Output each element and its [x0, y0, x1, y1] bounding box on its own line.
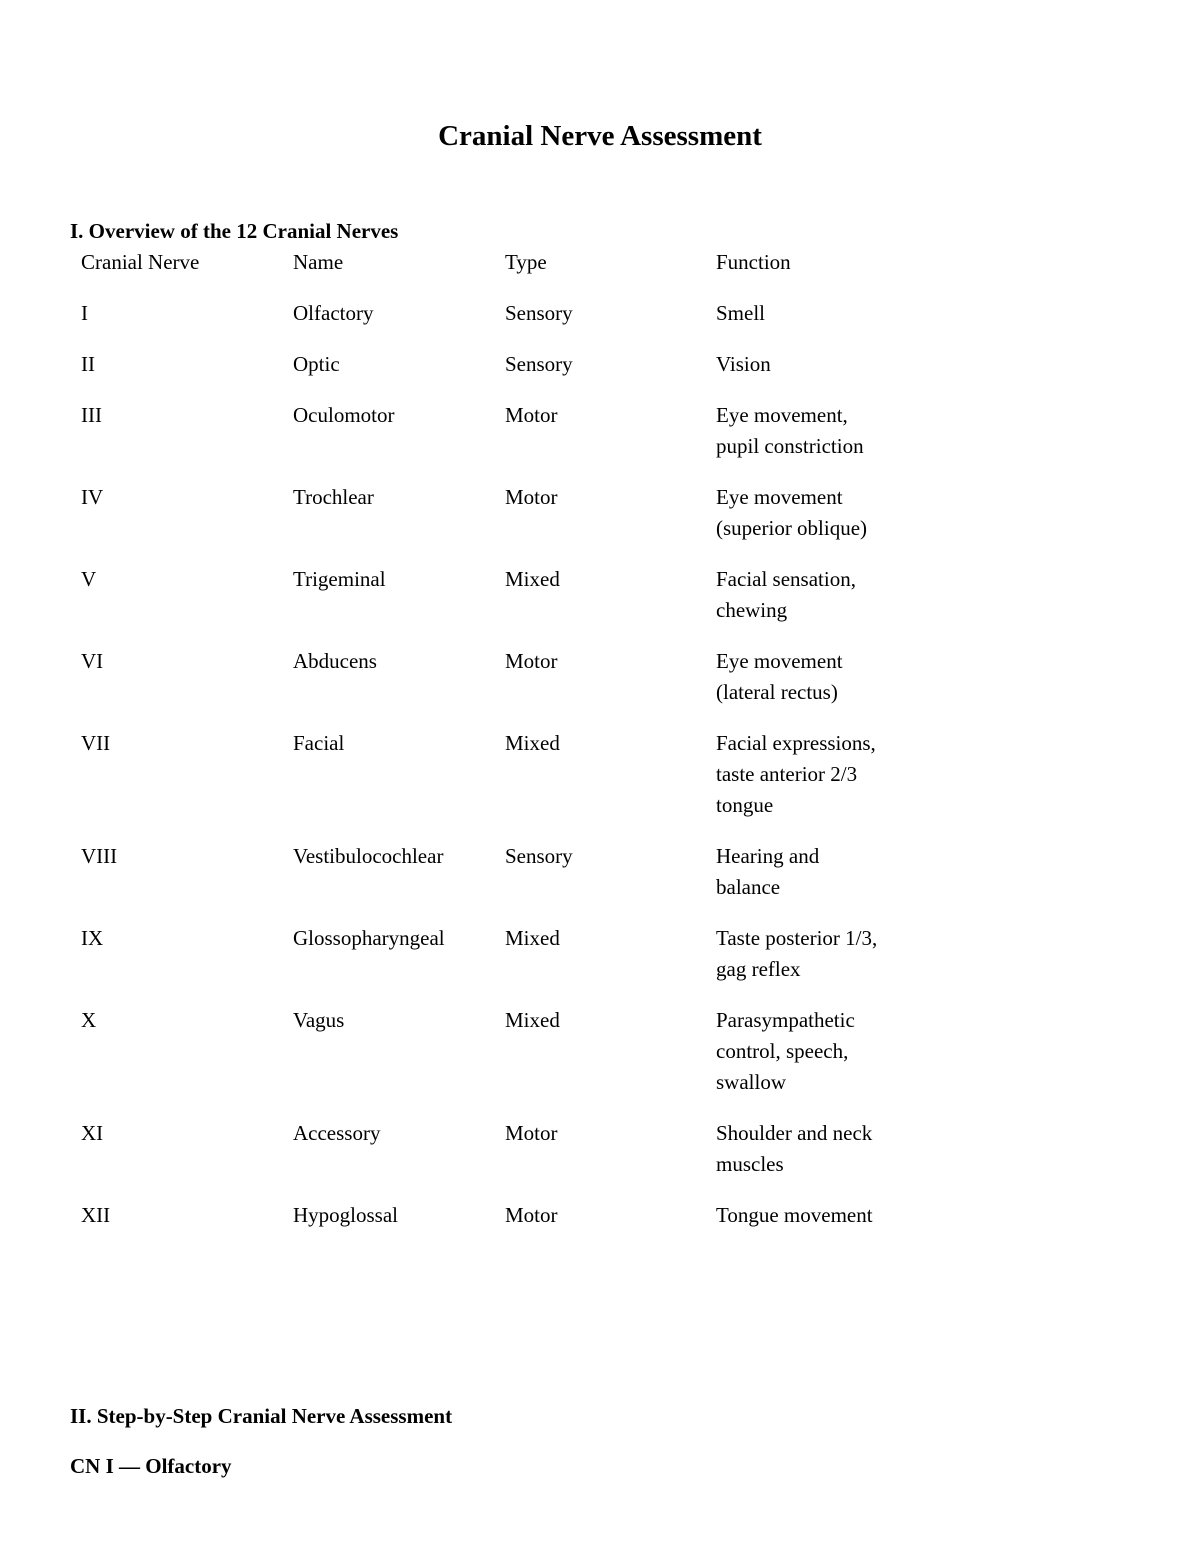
cell-function: Eye movement (superior oblique) [716, 485, 868, 540]
cell-function: Shoulder and neck muscles [716, 1121, 873, 1176]
cell-nerve: I [81, 301, 88, 325]
cell-type: Motor [505, 1203, 558, 1227]
cell-name: Oculomotor [293, 403, 395, 427]
header-name: Name [293, 250, 344, 274]
table-row [81, 564, 921, 626]
section-heading-assessment: II. Step-by-Step Cranial Nerve Assessment [70, 1404, 453, 1428]
cell-nerve: VIII [81, 844, 118, 868]
cell-nerve: V [81, 567, 97, 591]
cell-name: Vestibulocochlear [293, 844, 444, 868]
cell-nerve: III [81, 403, 102, 427]
cell-function: Eye movement, pupil constriction [716, 403, 864, 458]
cell-type: Motor [505, 649, 558, 673]
subsection-heading-cn-i: CN I — Olfactory [70, 1454, 232, 1478]
cell-type: Sensory [505, 301, 573, 325]
cell-type: Mixed [505, 731, 560, 755]
cell-function: Smell [716, 301, 766, 325]
table-row [81, 923, 921, 985]
cell-name: Optic [293, 352, 340, 376]
cell-name: Trigeminal [293, 567, 386, 591]
cell-type: Motor [505, 1121, 558, 1145]
cell-nerve: XII [81, 1203, 111, 1227]
table-row [81, 400, 921, 462]
cell-name: Vagus [293, 1008, 345, 1032]
cell-nerve: XI [81, 1121, 104, 1145]
cell-name: Olfactory [293, 301, 374, 325]
cell-name: Accessory [293, 1121, 381, 1145]
table-row [81, 349, 921, 380]
cell-nerve: IV [81, 485, 104, 509]
cell-type: Sensory [505, 844, 573, 868]
cell-type: Sensory [505, 352, 573, 376]
cell-type: Mixed [505, 926, 560, 950]
cell-function: Facial expressions, taste anterior 2/3 tongue [716, 731, 876, 817]
table-row [81, 1005, 921, 1098]
cell-type: Mixed [505, 567, 560, 591]
cell-function: Taste posterior 1/3, gag reflex [716, 926, 878, 981]
cell-function: Parasympathetic control, speech, swallow [716, 1008, 855, 1094]
cell-type: Mixed [505, 1008, 560, 1032]
header-function: Function [716, 250, 791, 274]
cell-name: Abducens [293, 649, 377, 673]
cranial-nerve-table [81, 247, 921, 1251]
page-title: Cranial Nerve Assessment [438, 120, 762, 152]
cell-nerve: IX [81, 926, 104, 950]
cell-name: Glossopharyngeal [293, 926, 445, 950]
cell-nerve: VII [81, 731, 111, 755]
cell-name: Facial [293, 731, 345, 755]
cell-name: Trochlear [293, 485, 374, 509]
cell-type: Motor [505, 485, 558, 509]
cell-function: Vision [716, 352, 771, 376]
cell-type: Motor [505, 403, 558, 427]
section-heading-overview: I. Overview of the 12 Cranial Nerves [70, 219, 399, 243]
cell-nerve: II [81, 352, 95, 376]
cell-function: Tongue movement [716, 1203, 873, 1227]
cell-name: Hypoglossal [293, 1203, 398, 1227]
table-row [81, 1118, 921, 1180]
cell-function: Facial sensation, chewing [716, 567, 856, 622]
header-cranial-nerve: Cranial Nerve [81, 250, 200, 274]
table-header-row [81, 247, 921, 278]
table-row [81, 841, 921, 903]
cell-function: Hearing and balance [716, 844, 820, 899]
table-row [81, 298, 921, 329]
table-row [81, 482, 921, 544]
table-row [81, 728, 921, 821]
cell-nerve: X [81, 1008, 97, 1032]
table-row [81, 646, 921, 708]
cell-nerve: VI [81, 649, 104, 673]
table-row [81, 1200, 921, 1231]
header-type: Type [505, 250, 547, 274]
cell-function: Eye movement (lateral rectus) [716, 649, 843, 704]
